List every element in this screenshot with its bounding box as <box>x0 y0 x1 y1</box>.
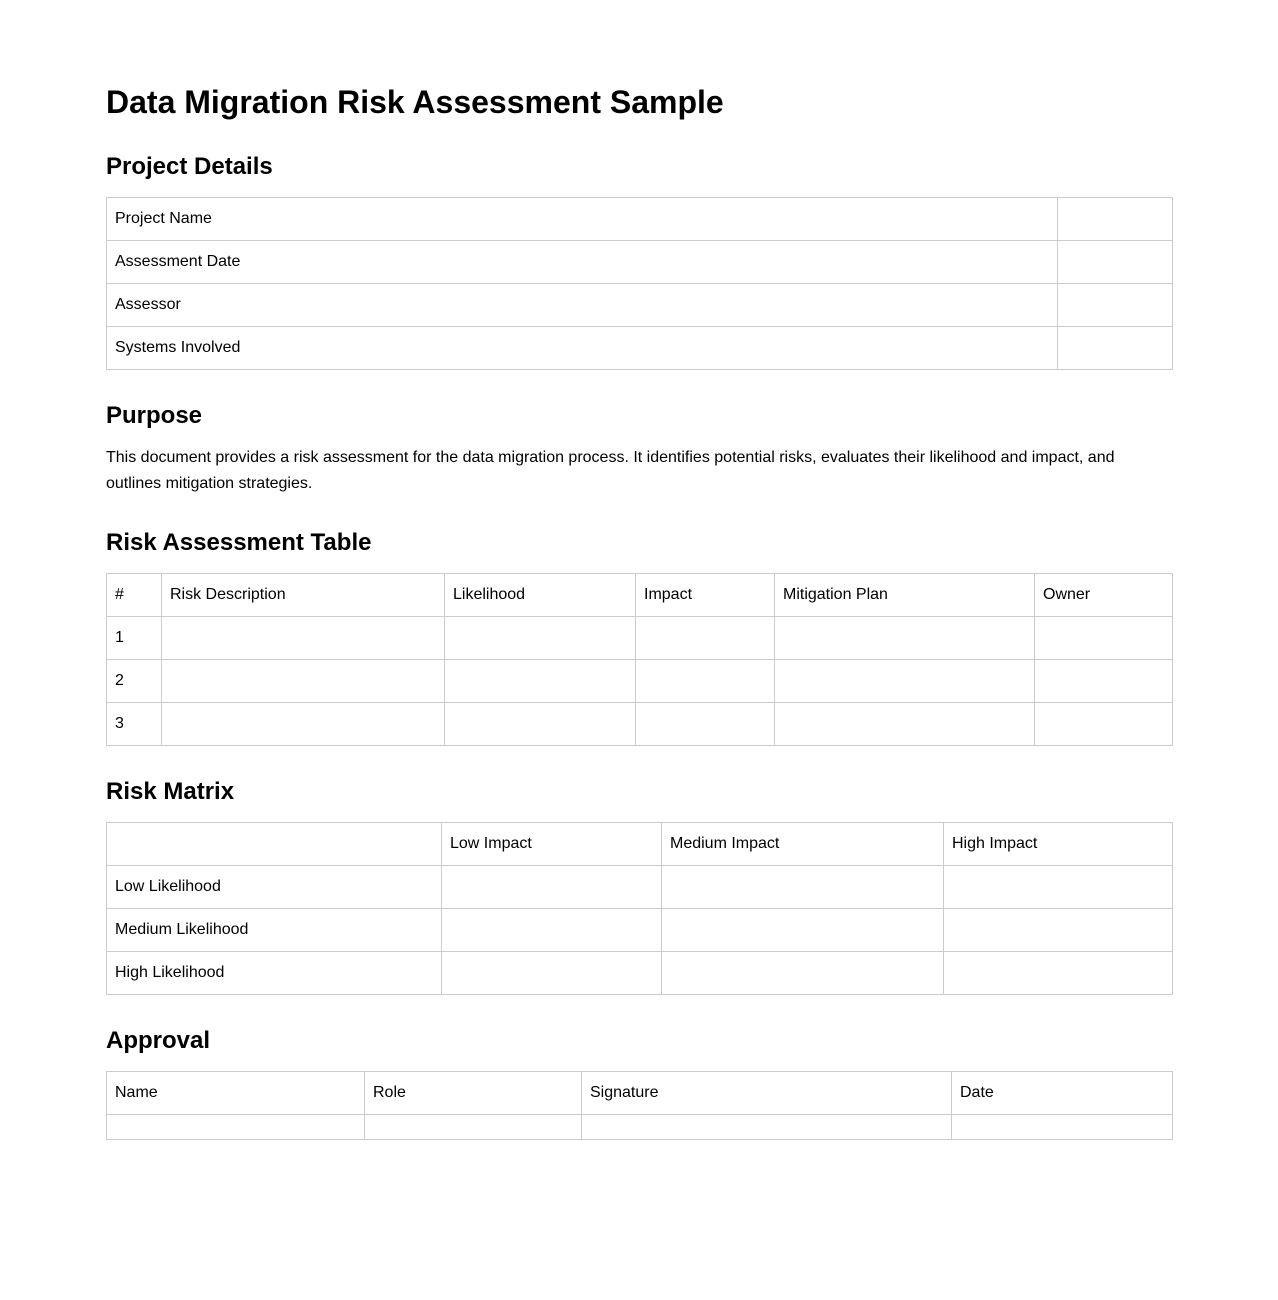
approval-heading: Approval <box>106 1027 211 1054</box>
purpose-text: This document provides a risk assessment for the data migration process. It identifies potential risks, evaluates their likelihood and impact, and outlines mitigation strategies. <box>106 449 1115 492</box>
impact-cell[interactable] <box>636 660 775 703</box>
column-header-owner: Owner <box>1035 574 1173 617</box>
table-row <box>107 909 1173 952</box>
risk-table-heading: Risk Assessment Table <box>106 529 372 556</box>
project-details-heading: Project Details <box>106 153 273 180</box>
column-header-name: Name <box>107 1072 365 1115</box>
project-name-value[interactable] <box>1058 198 1173 241</box>
row-header-low-likelihood: Low Likelihood <box>107 866 442 909</box>
matrix-cell[interactable] <box>662 952 944 995</box>
approver-signature-cell[interactable] <box>582 1115 952 1140</box>
assessor-label: Assessor <box>107 284 1058 327</box>
table-row <box>107 241 1173 284</box>
table-row <box>107 198 1173 241</box>
risk-matrix-heading: Risk Matrix <box>106 778 235 805</box>
column-header-medium-impact: Medium Impact <box>662 823 944 866</box>
project-details-table <box>106 197 1173 370</box>
column-header-risk-description: Risk Description <box>162 574 445 617</box>
table-row <box>107 703 1173 746</box>
risk-description-cell[interactable] <box>162 617 445 660</box>
table-row <box>107 1115 1173 1140</box>
document-title: Data Migration Risk Assessment Sample <box>106 84 724 120</box>
systems-involved-label: Systems Involved <box>107 327 1058 370</box>
mitigation-plan-cell[interactable] <box>775 660 1035 703</box>
matrix-cell[interactable] <box>442 952 662 995</box>
risk-number: 1 <box>107 617 162 660</box>
owner-cell[interactable] <box>1035 617 1173 660</box>
column-header-number: # <box>107 574 162 617</box>
assessment-date-value[interactable] <box>1058 241 1173 284</box>
project-name-label: Project Name <box>107 198 1058 241</box>
table-row <box>107 284 1173 327</box>
table-row <box>107 866 1173 909</box>
column-header-low-impact: Low Impact <box>442 823 662 866</box>
likelihood-cell[interactable] <box>445 660 636 703</box>
table-header-row <box>107 574 1173 617</box>
table-row <box>107 617 1173 660</box>
risk-number: 3 <box>107 703 162 746</box>
assessment-date-label: Assessment Date <box>107 241 1058 284</box>
matrix-corner-cell <box>107 823 442 866</box>
matrix-cell[interactable] <box>662 866 944 909</box>
assessor-value[interactable] <box>1058 284 1173 327</box>
table-header-row <box>107 1072 1173 1115</box>
column-header-likelihood: Likelihood <box>445 574 636 617</box>
matrix-cell[interactable] <box>442 866 662 909</box>
purpose-heading: Purpose <box>106 402 203 429</box>
approver-name-cell[interactable] <box>107 1115 365 1140</box>
column-header-role: Role <box>365 1072 582 1115</box>
risk-matrix-table <box>106 822 1173 995</box>
risk-description-cell[interactable] <box>162 660 445 703</box>
owner-cell[interactable] <box>1035 660 1173 703</box>
column-header-date: Date <box>952 1072 1173 1115</box>
table-row <box>107 327 1173 370</box>
column-header-signature: Signature <box>582 1072 952 1115</box>
approver-role-cell[interactable] <box>365 1115 582 1140</box>
impact-cell[interactable] <box>636 703 775 746</box>
matrix-cell[interactable] <box>944 952 1173 995</box>
row-header-medium-likelihood: Medium Likelihood <box>107 909 442 952</box>
likelihood-cell[interactable] <box>445 703 636 746</box>
matrix-cell[interactable] <box>662 909 944 952</box>
systems-involved-value[interactable] <box>1058 327 1173 370</box>
row-header-high-likelihood: High Likelihood <box>107 952 442 995</box>
table-row <box>107 660 1173 703</box>
mitigation-plan-cell[interactable] <box>775 617 1035 660</box>
column-header-high-impact: High Impact <box>944 823 1173 866</box>
approval-date-cell[interactable] <box>952 1115 1173 1140</box>
impact-cell[interactable] <box>636 617 775 660</box>
matrix-cell[interactable] <box>944 909 1173 952</box>
column-header-mitigation-plan: Mitigation Plan <box>775 574 1035 617</box>
matrix-cell[interactable] <box>442 909 662 952</box>
likelihood-cell[interactable] <box>445 617 636 660</box>
matrix-cell[interactable] <box>944 866 1173 909</box>
column-header-impact: Impact <box>636 574 775 617</box>
mitigation-plan-cell[interactable] <box>775 703 1035 746</box>
table-row <box>107 952 1173 995</box>
owner-cell[interactable] <box>1035 703 1173 746</box>
risk-assessment-table <box>106 573 1173 746</box>
approval-table <box>106 1071 1173 1140</box>
table-header-row <box>107 823 1173 866</box>
risk-description-cell[interactable] <box>162 703 445 746</box>
risk-number: 2 <box>107 660 162 703</box>
